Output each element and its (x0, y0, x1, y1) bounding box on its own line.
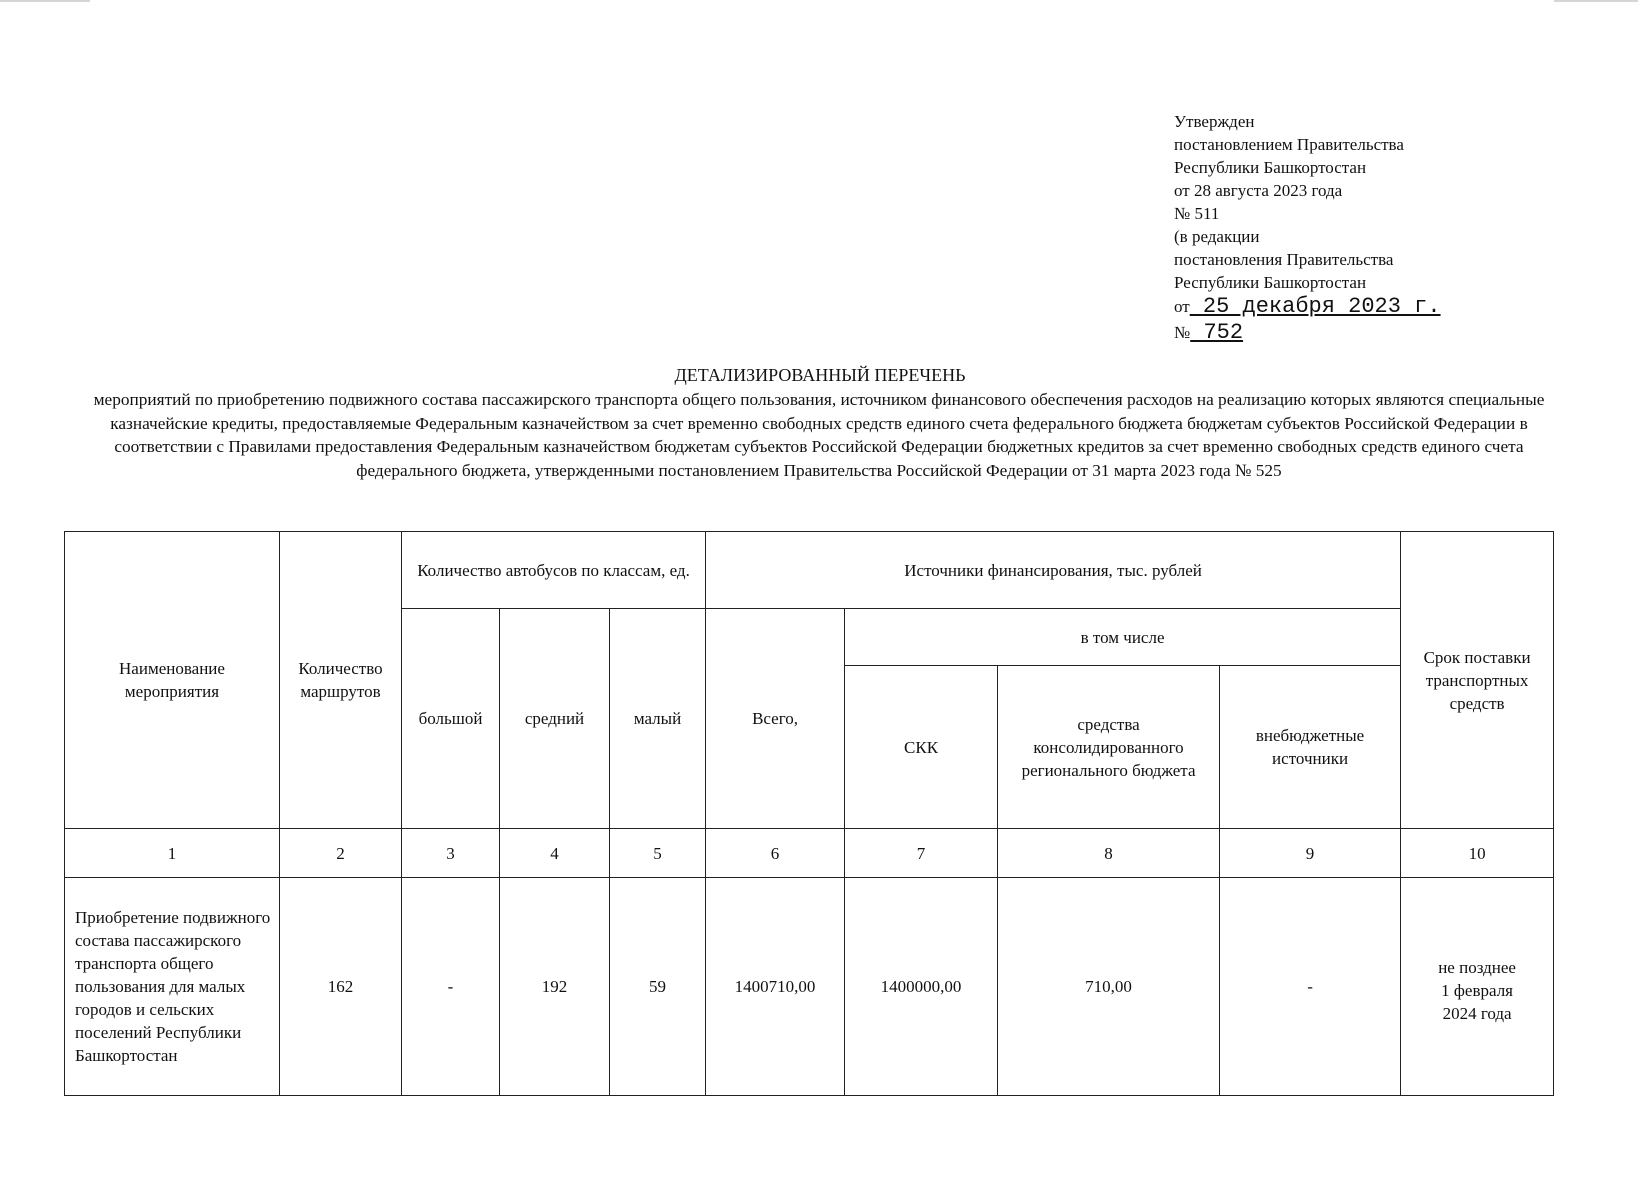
cell-delivery (1401, 878, 1554, 1096)
header-skk: СКК (845, 666, 998, 829)
amendment-number-value: 752 (1203, 320, 1244, 345)
column-number-row (65, 829, 1554, 878)
header-delivery: Срок поставки транспортных средств (1401, 532, 1554, 829)
header-medium: средний (500, 609, 610, 829)
header-extrabudget: внебюджетные источники (1220, 666, 1401, 829)
approval-line: Утвержден (1174, 112, 1255, 131)
cell-total: 1400710,00 (706, 878, 845, 1096)
amendment-date-prefix: от (1174, 297, 1190, 316)
approval-line: Республики Башкортостан (1174, 158, 1367, 177)
cell-small: 59 (610, 878, 706, 1096)
document-title: ДЕТАЛИЗИРОВАННЫЙ ПЕРЕЧЕНЬ (674, 365, 966, 385)
amendment-number-prefix: № (1174, 323, 1191, 342)
approval-line: постановлением Правительства (1174, 135, 1404, 154)
header-including: в том числе (845, 609, 1401, 666)
cell-skk: 1400000,00 (845, 878, 998, 1096)
column-number: 2 (280, 829, 402, 878)
cell-regional: 710,00 (998, 878, 1220, 1096)
column-number: 8 (998, 829, 1220, 878)
column-number: 10 (1401, 829, 1554, 878)
amendment-number-line (1174, 320, 1614, 346)
document-subtitle: мероприятий по приобретению подвижного состава пассажирского транспорта общего пользования, источником финансового обеспечения расходов на реализацию которых являются специальные казначейские кредиты, предоставляемые Федеральным казначейством за счет временно свободных средств единого счета федерального бюджета бюджетам субъектов Российской Федерации в соответствии с Правилами предоставления Федеральным казначейством бюджетам субъектов Российской Федерации бюджетных кредитов за счет временно свободных средств единого счета федерального бюджета, утвержденными постановлением Правительства Российской Федерации от 31 марта 2023 года № 525 (93, 390, 1545, 480)
column-number: 5 (610, 829, 706, 878)
header-small: малый (610, 609, 706, 829)
header-routes: Количество маршрутов (280, 532, 402, 829)
approval-stamp (1174, 110, 1614, 346)
header-regional: средства консолидированного регионального бюджета (998, 666, 1220, 829)
column-number: 6 (706, 829, 845, 878)
cell-routes: 162 (280, 878, 402, 1096)
cell-name: Приобретение подвижного состава пассажирского транспорта общего пользования для малых городов и сельских поселений Республики Башкортостан (65, 878, 280, 1096)
approval-line: от 28 августа 2023 года (1174, 181, 1343, 200)
scan-edge-mark (0, 0, 90, 2)
table-row (65, 878, 1554, 1096)
header-name: Наименование мероприятия (65, 532, 280, 829)
approval-line: Республики Башкортостан (1174, 273, 1367, 292)
delivery-line: 1 февраля (1441, 981, 1513, 1000)
amendment-date-value: 25 декабря 2023 г. (1202, 294, 1441, 319)
column-number: 1 (65, 829, 280, 878)
header-total: Всего, (706, 609, 845, 829)
delivery-line: не позднее (1438, 958, 1516, 977)
header-large: большой (402, 609, 500, 829)
cell-large: - (402, 878, 500, 1096)
column-number: 4 (500, 829, 610, 878)
approval-line: № 511 (1174, 204, 1220, 223)
amendment-date-line (1174, 294, 1614, 320)
header-row (65, 532, 1554, 609)
measures-table (64, 531, 1554, 1096)
delivery-line: 2024 года (1442, 1004, 1512, 1023)
approval-line: (в редакции (1174, 227, 1260, 246)
cell-medium: 192 (500, 878, 610, 1096)
column-number: 7 (845, 829, 998, 878)
approval-line: постановления Правительства (1174, 250, 1394, 269)
cell-extrabudget: - (1220, 878, 1401, 1096)
column-number: 9 (1220, 829, 1401, 878)
header-funding-group: Источники финансирования, тыс. рублей (706, 532, 1401, 609)
scan-edge-mark (1554, 0, 1638, 2)
header-buses-group: Количество автобусов по классам, ед. (402, 532, 706, 609)
column-number: 3 (402, 829, 500, 878)
